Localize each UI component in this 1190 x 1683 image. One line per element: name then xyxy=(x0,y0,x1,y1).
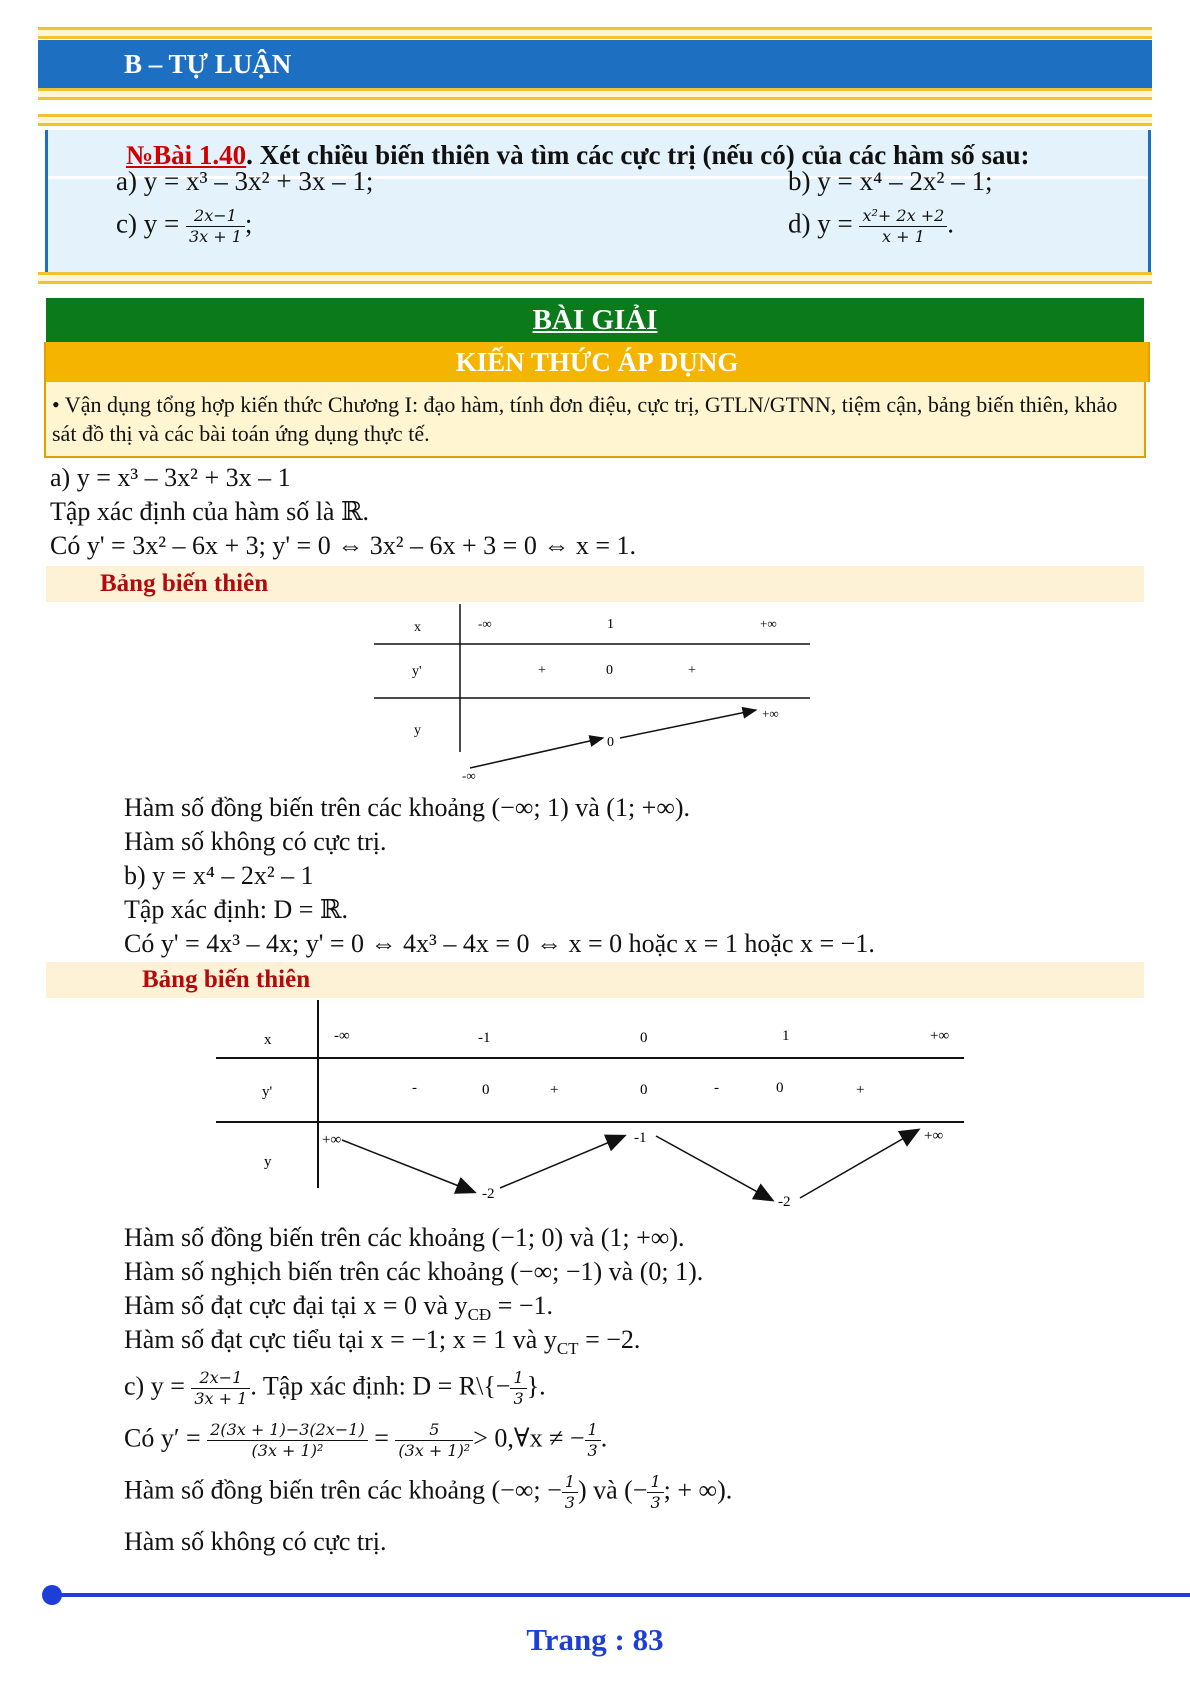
variation-table-b xyxy=(212,1000,972,1210)
x-neg-inf: -∞ xyxy=(478,616,492,631)
fraction: $\frac{5}{\text{(3x + 1)²}}$ xyxy=(395,1420,473,1461)
derivative-zero: 0 xyxy=(776,1080,784,1096)
increase-arrow xyxy=(500,1136,624,1188)
problem-statement: . Xét chiều biến thiên và tìm các cực trị (nếu có) của các hàm số sau: xyxy=(246,140,1030,170)
part-b-conclusion-1: Hàm số đồng biến trên các khoảng (−1; 0) và (1; +∞). xyxy=(124,1223,685,1252)
sign-minus: - xyxy=(412,1080,417,1096)
part-a-domain: Tập xác định của hàm số là ℝ. xyxy=(50,497,370,526)
part-b-conclusion-3: Hàm số đạt cực đại tại x = 0 và $y_{CĐ} = -1$. xyxy=(124,1291,554,1325)
derivative-zero: 0 xyxy=(482,1082,490,1098)
problem-top-stripe xyxy=(38,114,1152,126)
label-x: x xyxy=(264,1032,272,1048)
decrease-arrow xyxy=(342,1140,474,1192)
label-yprime: y' xyxy=(262,1084,273,1100)
problem-item-a: a) y = x³ – 3x² + 3x – 1; xyxy=(116,166,374,196)
fraction: $\frac{2x-1}{3x + 1}$ xyxy=(191,1368,250,1409)
sign-minus: - xyxy=(714,1080,719,1096)
label-x: x xyxy=(414,620,421,635)
y-minus-two: -2 xyxy=(482,1186,495,1202)
y-pos-inf: +∞ xyxy=(322,1132,342,1148)
part-a-conclusion-1: Hàm số đồng biến trên các khoảng (−∞; 1) và (1; +∞). xyxy=(124,793,691,822)
footer-rule xyxy=(50,1593,1190,1597)
sign-plus: + xyxy=(856,1082,865,1098)
problem-item-d: d) y = $\frac{\text{x²+ 2x +2}}{x + 1}$ . xyxy=(788,206,955,246)
footer-dot xyxy=(42,1585,62,1605)
increase-arrow xyxy=(800,1130,918,1198)
x-zero: 0 xyxy=(640,1030,648,1046)
part-b-conclusion-4: Hàm số đạt cực tiểu tại x = −1; x = 1 và $y_{CT} = -2$. xyxy=(124,1325,641,1359)
sign-plus: + xyxy=(550,1082,559,1098)
fraction: $\frac{1}{3}$ xyxy=(510,1368,526,1409)
variation-table-a xyxy=(370,604,820,784)
problem-bottom-stripe xyxy=(38,272,1152,284)
y-minus-two: -2 xyxy=(778,1194,791,1210)
x-pos-inf: +∞ xyxy=(930,1028,950,1044)
problem-item-c: c) y = $\frac{2x-1}{3x + 1}$ ; xyxy=(116,206,253,246)
label-y: y xyxy=(414,723,421,738)
derivative-zero: 0 xyxy=(606,663,613,678)
increase-arrow xyxy=(620,710,756,738)
part-b-table-heading: Bảng biến thiên xyxy=(46,962,1144,998)
sign-plus: + xyxy=(538,663,546,678)
fraction: $\frac{1}{3}$ xyxy=(647,1472,663,1513)
problem-number: №Bài 1.40 xyxy=(126,140,247,170)
y-pos-inf: +∞ xyxy=(762,706,779,721)
fraction: $\frac{1}{3}$ xyxy=(585,1420,601,1461)
knowledge-header: KIẾN THỨC ÁP DỤNG xyxy=(44,342,1150,382)
sign-plus: + xyxy=(688,663,696,678)
solution-header: BÀI GIẢI xyxy=(46,298,1144,342)
problem-box xyxy=(45,130,1151,272)
part-a-conclusion-2: Hàm số không có cực trị. xyxy=(124,827,387,856)
fraction: $\frac{1}{3}$ xyxy=(562,1472,578,1513)
knowledge-text: • Vận dụng tổng hợp kiến thức Chương I: đạo hàm, tính đơn điệu, cực trị, GTLN/GTNN, tiệm cận, bảng biến thiên, khảo sát đồ thị và các bài toán ứng dụng thực tế. xyxy=(52,392,1118,446)
part-a-function: a) y = x³ – 3x² + 3x – 1 xyxy=(50,463,291,492)
knowledge-box xyxy=(44,382,1146,458)
x-one: 1 xyxy=(607,617,614,632)
part-b-derivative: Có y' = 4x³ – 4x; y' = 0 ⇔ 4x³ – 4x = 0 ⇔ x = 0 hoặc x = 1 hoặc x = −1. xyxy=(124,929,875,958)
x-neg-inf: -∞ xyxy=(334,1028,350,1044)
x-pos-inf: +∞ xyxy=(760,616,777,631)
increase-arrow xyxy=(470,738,603,768)
section-header xyxy=(38,40,1152,88)
part-a-table-heading: Bảng biến thiên xyxy=(46,566,1144,602)
x-one: 1 xyxy=(782,1028,790,1044)
part-c-function: c) y = $\frac{2x-1}{3x + 1}$ . Tập xác định: D = R\{− $\frac{1}{3}$ }. xyxy=(124,1368,546,1408)
problem-item-b: b) y = x⁴ – 2x² – 1; xyxy=(788,166,993,196)
section-title: B – TỰ LUẬN xyxy=(124,49,292,79)
part-c-conclusion-2: Hàm số không có cực trị. xyxy=(124,1527,387,1556)
part-b-conclusion-2: Hàm số nghịch biến trên các khoảng (−∞; −1) và (0; 1). xyxy=(124,1257,704,1286)
part-a-derivative: Có y' = 3x² – 6x + 3; y' = 0 ⇔ 3x² – 6x + 3 = 0 ⇔ x = 1. xyxy=(50,531,637,560)
x-minus-one: -1 xyxy=(478,1030,491,1046)
fraction: $\frac{\text{x²+ 2x +2}}{x + 1}$ xyxy=(859,206,947,247)
label-y: y xyxy=(264,1154,272,1170)
derivative-zero: 0 xyxy=(640,1082,648,1098)
fraction: $\frac{2x-1}{3x + 1}$ xyxy=(186,206,245,247)
top-stripe xyxy=(38,27,1152,39)
fraction: $\frac{2(3x + 1)-3(2x-1)}{\text{(3x + 1)²}}$ xyxy=(207,1420,367,1461)
part-b-function: b) y = x⁴ – 2x² – 1 xyxy=(124,861,314,890)
part-c-derivative: Có y′ = $\frac{2(3x + 1)-3(2x-1)}{\text{(3x + 1)²}}$ = $\frac{5}{\text{(3x + 1)²}}$ > 0,∀x ≠ − $\frac{1}{3}$ . xyxy=(124,1420,608,1460)
y-pos-inf: +∞ xyxy=(924,1128,944,1144)
part-b-domain: Tập xác định: D = ℝ. xyxy=(124,895,348,924)
page-number: Trang : 83 xyxy=(526,1622,664,1657)
label-yprime: y' xyxy=(412,664,422,679)
part-c-conclusion-1: Hàm số đồng biến trên các khoảng (−∞; − $\frac{1}{3}$ ) và (− $\frac{1}{3}$ ; + ∞). xyxy=(124,1472,733,1512)
y-minus-one: -1 xyxy=(634,1130,647,1146)
decrease-arrow xyxy=(656,1136,772,1200)
y-zero: 0 xyxy=(607,735,614,750)
y-neg-inf: -∞ xyxy=(462,768,476,783)
section-stripe xyxy=(38,88,1152,100)
